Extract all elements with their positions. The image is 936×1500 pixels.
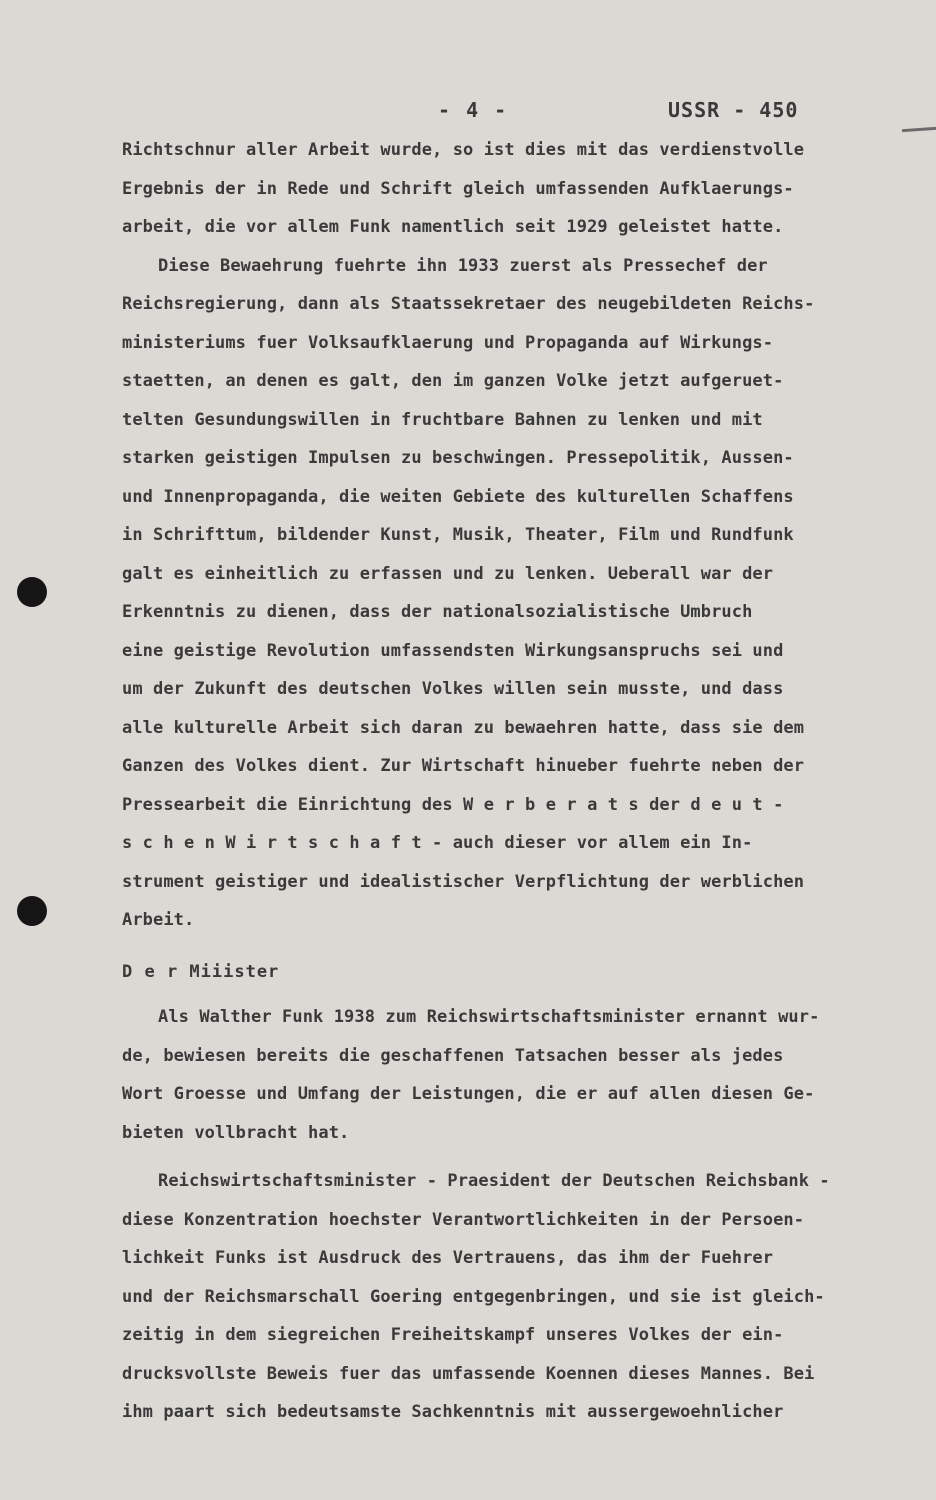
document-reference: USSR - 450: [668, 98, 799, 122]
text-line: Reichswirtschaftsminister - Praesident der Deutschen Reichsbank -: [158, 1171, 830, 1191]
text-line: um der Zukunft des deutschen Volkes willen sein musste, und dass: [122, 679, 784, 699]
text-line: Reichsregierung, dann als Staatssekretaer des neugebildeten Reichs-: [122, 294, 815, 314]
page-header: [0, 98, 936, 126]
text-line: Richtschnur aller Arbeit wurde, so ist dies mit das verdienstvolle: [122, 140, 805, 160]
punch-hole: [17, 896, 47, 926]
page-number: - 4 -: [438, 98, 509, 122]
text-line: s c h e n W i r t s c h a f t - auch dieser vor allem ein In-: [122, 833, 753, 853]
text-line: Diese Bewaehrung fuehrte ihn 1933 zuerst als Pressechef der: [158, 255, 768, 276]
text-line: eine geistige Revolution umfassendsten Wirkungsanspruchs sei und: [122, 640, 784, 661]
text-line: galt es einheitlich zu erfassen und zu lenken. Ueberall war der: [122, 563, 774, 584]
text-line: Ganzen des Volkes dient. Zur Wirtschaft hinueber fuehrte neben der: [122, 756, 805, 776]
text-line: Ergebnis der in Rede und Schrift gleich umfassenden Aufklaerungs-: [122, 178, 794, 199]
text-line: ministeriums fuer Volksaufklaerung und Propaganda auf Wirkungs-: [122, 332, 774, 353]
section-heading: D e r Miiister: [122, 962, 280, 982]
text-line: starken geistigen Impulsen zu beschwingen. Pressepolitik, Aussen-: [122, 448, 794, 468]
text-line: de, bewiesen bereits die geschaffenen Tatsachen besser als jedes: [122, 1045, 784, 1066]
text-block-top: [122, 131, 902, 940]
text-line: Erkenntnis zu dienen, dass der nationalsozialistische Umbruch: [122, 602, 753, 622]
margin-mark: [902, 127, 936, 132]
text-line: Pressearbeit die Einrichtung des W e r b e r a t s der d e u t -: [122, 794, 784, 815]
text-line: diese Konzentration hoechster Verantwortlichkeiten in der Persoen-: [122, 1209, 805, 1230]
paragraph-gap: [122, 1152, 902, 1162]
text-line: strument geistiger und idealistischer Verpflichtung der werblichen: [122, 871, 805, 892]
text-line: telten Gesundungswillen in fruchtbare Bahnen zu lenken und mit: [122, 409, 763, 430]
text-line: zeitig in dem siegreichen Freiheitskampf unseres Volkes der ein-: [122, 1325, 784, 1345]
text-line: Als Walther Funk 1938 zum Reichswirtschaftsminister ernannt wur-: [158, 1007, 820, 1027]
text-block-bottom: [122, 998, 902, 1432]
text-line: und der Reichsmarschall Goering entgegenbringen, und sie ist gleich-: [122, 1286, 825, 1307]
text-line: Wort Groesse und Umfang der Leistungen, die er auf allen diesen Ge-: [122, 1084, 815, 1104]
text-line: Arbeit.: [122, 910, 195, 930]
text-line: und Innenpropaganda, die weiten Gebiete des kulturellen Schaffens: [122, 486, 794, 507]
text-line: staetten, an denen es galt, den im ganzen Volke jetzt aufgeruet-: [122, 371, 784, 391]
text-line: in Schrifttum, bildender Kunst, Musik, Theater, Film und Rundfunk: [122, 525, 794, 545]
text-line: drucksvollste Beweis fuer das umfassende Koennen dieses Mannes. Bei: [122, 1363, 815, 1384]
text-line: bieten vollbracht hat.: [122, 1122, 350, 1143]
text-line: alle kulturelle Arbeit sich daran zu bewaehren hatte, dass sie dem: [122, 717, 805, 738]
text-line: arbeit, die vor allem Funk namentlich seit 1929 geleistet hatte.: [122, 217, 784, 237]
punch-hole: [17, 577, 47, 607]
text-line: lichkeit Funks ist Ausdruck des Vertrauens, das ihm der Fuehrer: [122, 1248, 774, 1268]
text-line: ihm paart sich bedeutsamste Sachkenntnis mit aussergewoehnlicher: [122, 1402, 784, 1422]
